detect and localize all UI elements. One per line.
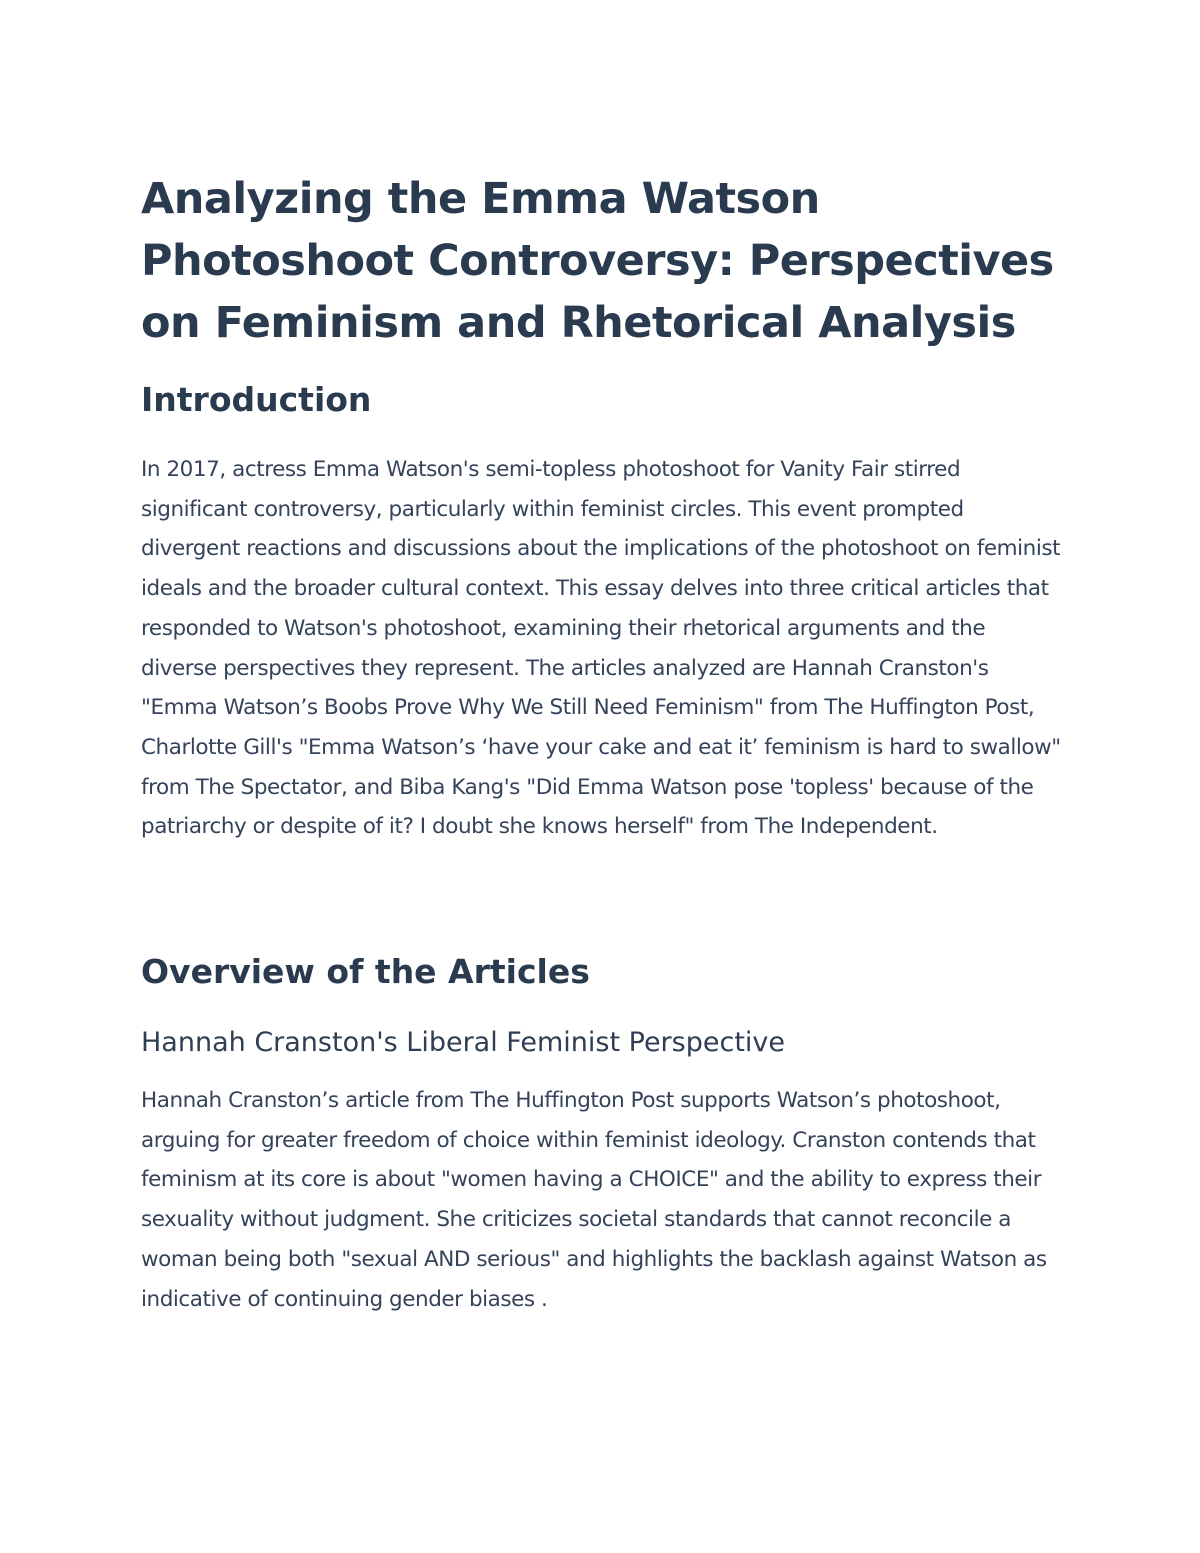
document-title: Analyzing the Emma Watson Photoshoot Controversy: Perspectives on Feminism and Rhetorical Analysis: [141, 174, 1054, 348]
introduction-paragraph: In 2017, actress Emma Watson's semi-topless photoshoot for Vanity Fair stirred significant controversy, particularly within feminist circles. This event prompted divergent reactions and discussions about the implications of the photoshoot on feminist ideals and the broader cultural context. This essay delves into three critical articles that responded to Watson's photoshoot, examining their rhetorical arguments and the diverse perspectives they represent. The articles analyzed are Hannah Cranston's "Emma Watson’s Boobs Prove Why We Still Need Feminism" from The Huffington Post, Charlotte Gill's "Emma Watson’s ‘have your cake and eat it’ feminism is hard to swallow" from The Spectator, and Biba Kang's "Did Emma Watson pose 'topless' because of the patriarchy or despite of it? I doubt she knows herself" from The Independent.: [141, 457, 1061, 840]
overview-heading: Overview of the Articles: [141, 952, 590, 991]
introduction-heading: Introduction: [141, 380, 372, 419]
cranston-section-heading: Hannah Cranston's Liberal Feminist Perspective: [141, 1027, 785, 1058]
cranston-section-paragraph: Hannah Cranston’s article from The Huffington Post supports Watson’s photoshoot, arguing for greater freedom of choice within feminist ideology. Cranston contends that feminism at its core is about "women having a CHOICE" and the ability to express their sexuality without judgment. She criticizes societal standards that cannot reconcile a woman being both "sexual AND serious" and highlights the backlash against Watson as indicative of continuing gender biases .: [141, 1088, 1047, 1312]
